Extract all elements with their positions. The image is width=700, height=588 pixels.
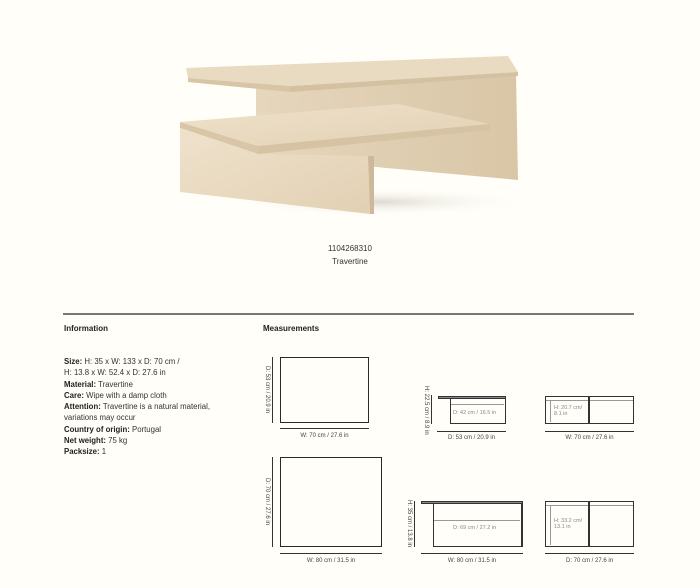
dimension-line [545,553,634,554]
dimension-label: H: 35 cm / 13.8 in [406,500,412,548]
shelf-line [451,404,504,405]
dimension-label: 8.1 in [554,411,568,417]
leg-line [550,400,551,422]
product-variant: Travertine [332,257,368,266]
dimension-label: D: 53 cm / 20.9 in [264,366,270,414]
dimension-label: H: 20.7 cm/ [554,405,583,411]
dimension-line [431,395,432,424]
shelf-line [434,520,520,521]
center-divider [588,397,590,423]
dimension-line [421,553,523,554]
info-row: Attention: Travertine is a natural material, [64,402,211,412]
info-row: Care: Wipe with a damp cloth [64,390,167,400]
dimension-label: W: 80 cm / 31.5 in [447,558,497,564]
dimension-label: 13.1 in [554,524,571,530]
dimension-line [545,431,634,432]
small-table-top-view [280,357,369,423]
dimension-line [414,501,415,547]
product-sku: 1104268310 [328,244,372,253]
info-row: variations may occur [64,413,136,423]
information-list [64,356,254,458]
dimension-line [437,431,506,432]
info-row: Size: H: 35 x W: 133 x D: 70 cm / [64,357,180,366]
info-row: Packsize: 1 [64,447,107,457]
dimension-line [280,553,382,554]
dimension-label: H: 22.5 cm / 8.9 in [423,386,429,435]
dimension-label: D: 42 cm / 16.5 in [453,410,497,416]
section-divider [63,313,634,315]
info-row: Net weight: 75 kg [64,436,128,446]
product-image [178,52,522,220]
dimension-label: W: 70 cm / 27.6 in [565,435,614,441]
dimension-label: D: 70 cm / 27.6 in [264,478,270,526]
dimension-label: W: 70 cm / 27.6 in [300,433,349,439]
info-row: Country of origin: Portugal [64,424,162,434]
dimension-label: H: 33.2 cm/ [554,518,583,524]
dimension-label: D: 70 cm / 27.6 in [565,558,614,564]
dimension-label: W: 80 cm / 31.5 in [306,558,356,564]
measurements-heading: Measurements [263,324,320,333]
dimension-line [272,357,273,423]
center-divider [588,502,590,546]
large-table-top-view [280,457,382,547]
information-heading: Information [64,324,108,333]
dimension-line [280,428,369,429]
info-row: H: 13.8 x W: 52.4 x D: 27.6 in [64,368,166,378]
info-row: Material: Travertine [64,379,133,389]
dimension-line [272,457,273,547]
dimension-label: D: 53 cm / 20.9 in [447,435,496,441]
leg-line [550,505,551,545]
dimension-label: D: 69 cm / 27.2 in [453,525,497,531]
